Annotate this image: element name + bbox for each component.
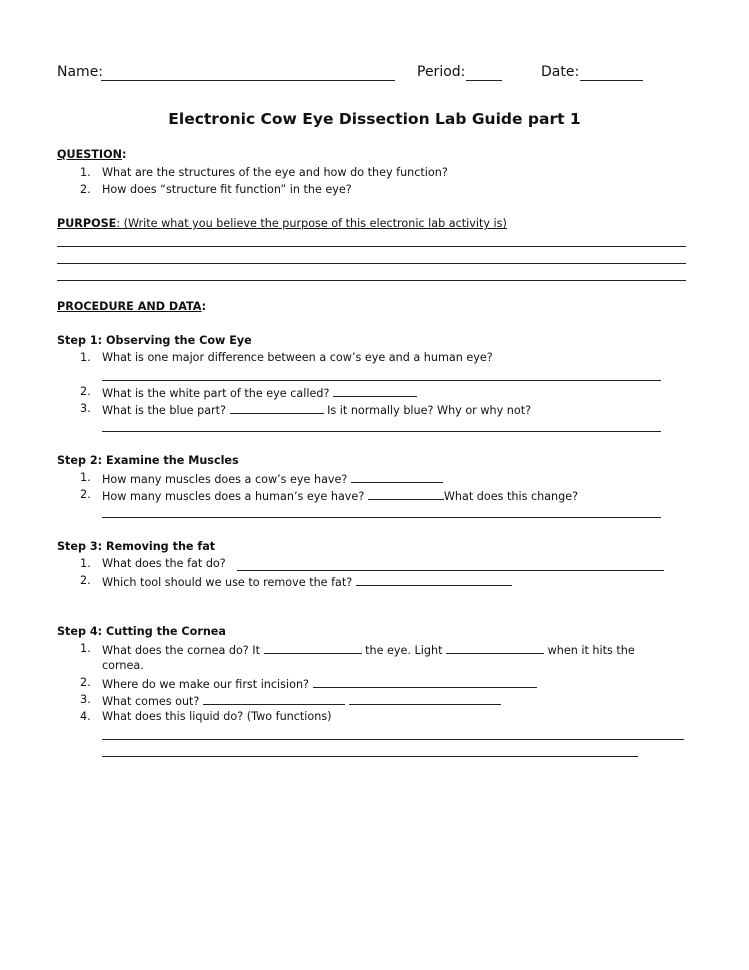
step4-item1-continued: cornea. [102, 659, 144, 672]
step1-item2-blank[interactable] [333, 385, 417, 397]
purpose-answer-line-3[interactable] [57, 280, 686, 281]
step2-item1-text: How many muscles does a cow’s eye have? [102, 473, 348, 486]
step1-num-2: 2. [80, 385, 91, 398]
step2-item1-blank[interactable] [351, 471, 443, 483]
question-num-2: 2. [80, 183, 91, 196]
step2-item-1 [102, 471, 443, 486]
question-item-1: What are the structures of the eye and how do they function? [102, 166, 448, 179]
procedure-heading [57, 300, 206, 313]
step4-item4-answer-line-1[interactable] [102, 739, 684, 740]
step2-item2-text-b: What does this change? [443, 490, 579, 503]
step4-item1-text-c: when it hits the [547, 644, 635, 657]
step4-item3-text: What comes out? [102, 695, 200, 708]
step1-item3-blank[interactable] [230, 402, 324, 414]
date-blank[interactable] [580, 80, 643, 81]
step2-item2-text-a: How many muscles does a human’s eye have? [102, 490, 365, 503]
step1-num-3: 3. [80, 402, 91, 415]
date-label: Date: [541, 64, 580, 80]
step4-item-2 [102, 676, 537, 691]
step2-item-2 [102, 488, 578, 503]
step4-item2-text: Where do we make our first incision? [102, 678, 309, 691]
step4-heading: Step 4: Cutting the Cornea [57, 625, 226, 638]
step1-num-1: 1. [80, 351, 91, 364]
step3-item-2 [102, 574, 512, 589]
step4-num-1: 1. [80, 642, 91, 655]
step4-item4-answer-line-2[interactable] [102, 756, 638, 757]
step4-num-2: 2. [80, 676, 91, 689]
question-heading-text: QUESTION [57, 148, 122, 161]
step4-num-4: 4. [80, 710, 91, 723]
step4-item2-blank[interactable] [313, 676, 537, 688]
step3-item2-text: Which tool should we use to remove the fat? [102, 576, 353, 589]
step2-heading: Step 2: Examine the Muscles [57, 454, 239, 467]
purpose-note: : (Write what you believe the purpose of this electronic lab activity is) [116, 217, 507, 230]
purpose-answer-line-1[interactable] [57, 246, 686, 247]
step1-item3-text-a: What is the blue part? [102, 404, 226, 417]
step1-heading: Step 1: Observing the Cow Eye [57, 334, 252, 347]
question-heading-colon: : [121, 148, 127, 161]
question-num-1: 1. [80, 166, 91, 179]
step1-item3-text-b: Is it normally blue? Why or why not? [327, 404, 532, 417]
step2-item2-answer-line[interactable] [102, 517, 661, 518]
step3-num-1: 1. [80, 557, 91, 570]
step4-item1-blank-2[interactable] [446, 642, 544, 654]
procedure-heading-colon: : [201, 300, 207, 313]
purpose-answer-line-2[interactable] [57, 263, 686, 264]
step3-heading: Step 3: Removing the fat [57, 540, 216, 553]
step4-item3-blank-2[interactable] [349, 693, 501, 705]
question-item-2: How does “structure fit function” in the eye? [102, 183, 352, 196]
step2-item2-blank[interactable] [368, 488, 444, 500]
step2-num-1: 1. [80, 471, 91, 484]
step3-item-1: What does the fat do? [102, 557, 226, 570]
purpose-heading-text: PURPOSE [57, 217, 117, 230]
step4-num-3: 3. [80, 693, 91, 706]
question-heading [57, 148, 126, 161]
step3-num-2: 2. [80, 574, 91, 587]
step4-item-3 [102, 693, 501, 708]
name-label: Name: [57, 64, 104, 80]
step3-item2-blank[interactable] [356, 574, 512, 586]
step4-item1-text-a: What does the cornea do? It [102, 644, 260, 657]
step1-item2-text: What is the white part of the eye called? [102, 387, 330, 400]
purpose-heading [57, 217, 507, 230]
step4-item3-blank-1[interactable] [203, 693, 345, 705]
step1-item-3 [102, 402, 531, 417]
step1-item3-answer-line[interactable] [102, 431, 661, 432]
step4-item1-blank-1[interactable] [264, 642, 362, 654]
procedure-heading-text: PROCEDURE AND DATA [57, 300, 202, 313]
step4-item-4: What does this liquid do? (Two functions) [102, 710, 332, 723]
step4-item1-text-b: the eye. Light [365, 644, 443, 657]
period-blank[interactable] [466, 80, 502, 81]
step2-num-2: 2. [80, 488, 91, 501]
step1-item-2 [102, 385, 417, 400]
name-blank[interactable] [101, 80, 395, 81]
period-label: Period: [417, 64, 466, 80]
step1-item1-answer-line[interactable] [102, 380, 661, 381]
step1-item-1: What is one major difference between a cow’s eye and a human eye? [102, 351, 493, 364]
step3-item1-blank[interactable] [237, 570, 664, 571]
page-title: Electronic Cow Eye Dissection Lab Guide part 1 [168, 110, 581, 128]
step4-item-1 [102, 642, 635, 657]
